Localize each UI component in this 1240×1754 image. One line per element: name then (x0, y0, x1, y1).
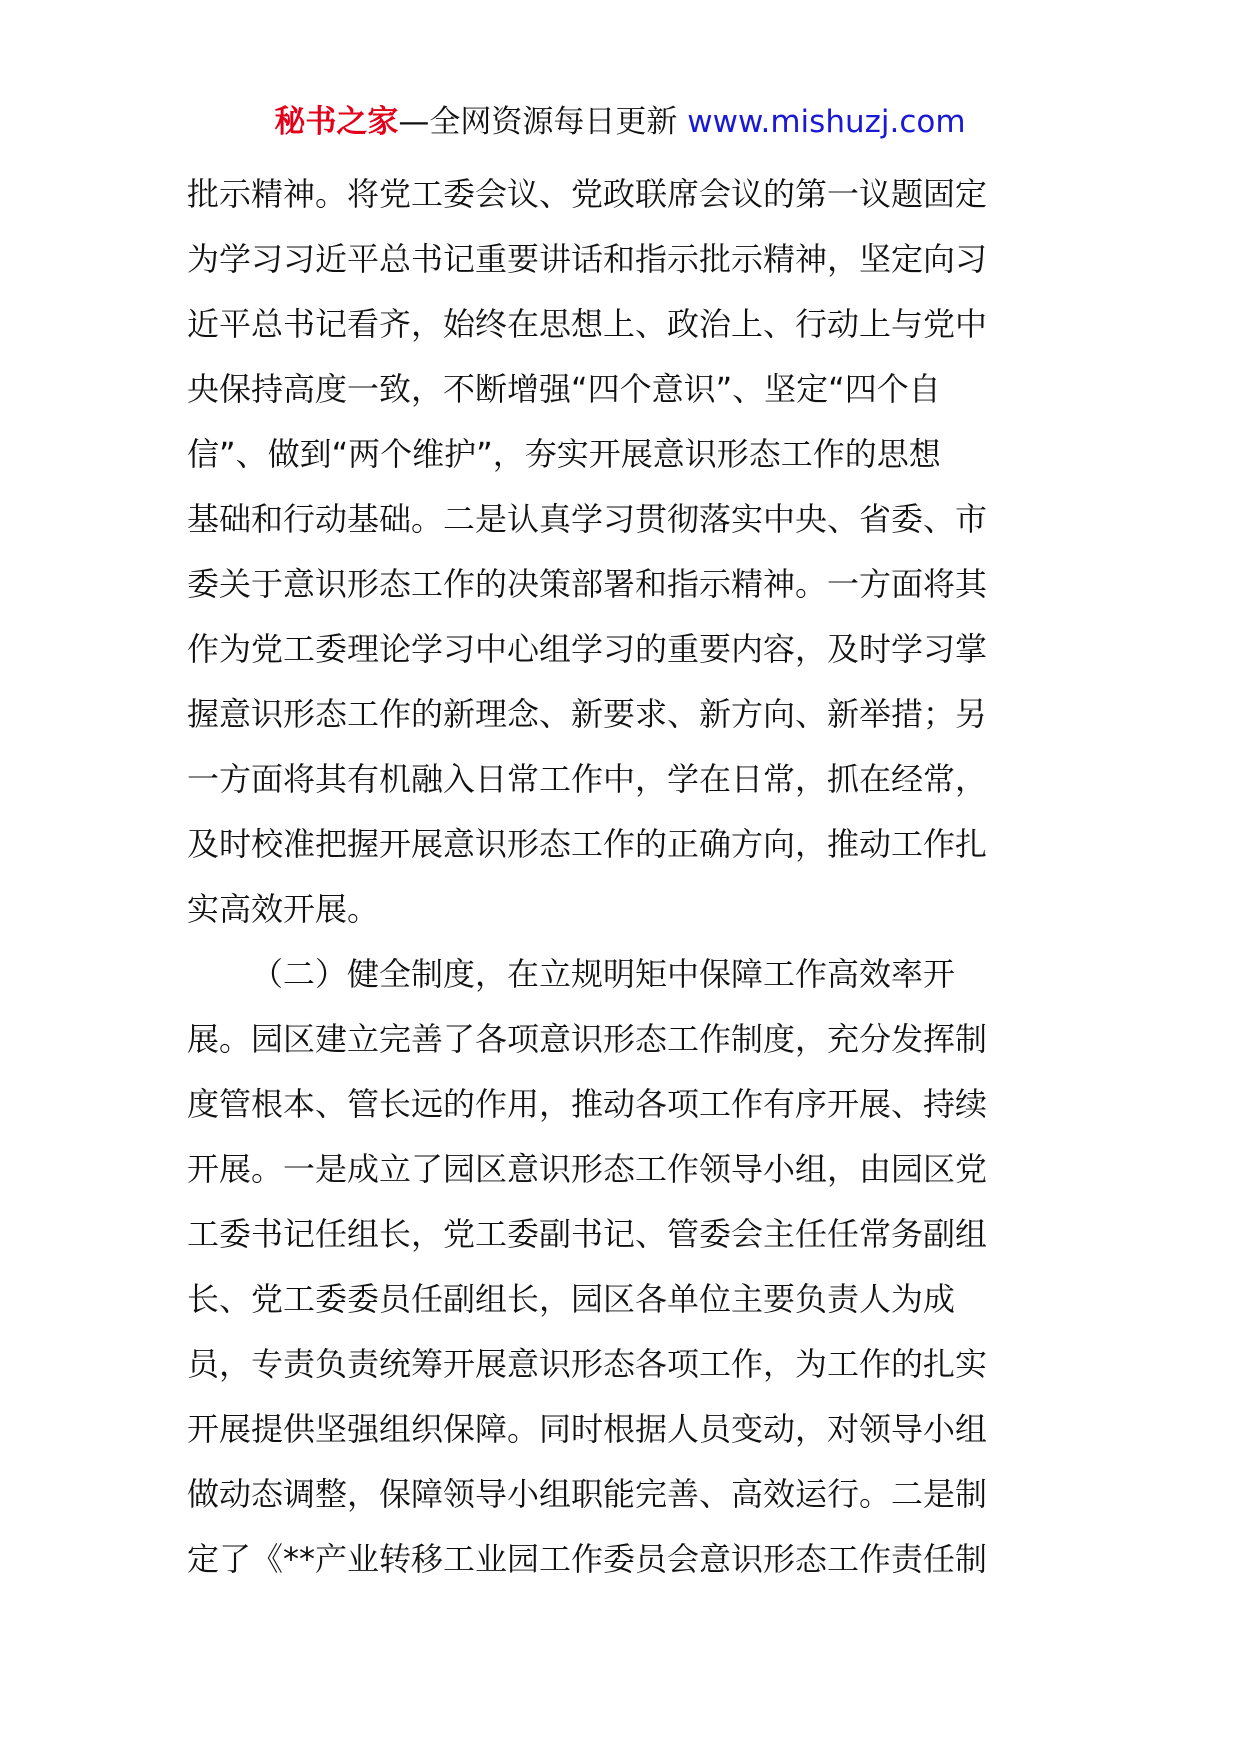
section-heading-line: （二）健全制度，在立规明矩中保障工作高效率开 (251, 955, 956, 993)
brand-name: 秘书之家 (274, 104, 399, 140)
text-line: 及时校准把握开展意识形态工作的正确方向，推动工作扎 (187, 825, 988, 863)
text-line: 定了《**产业转移工业园工作委员会意识形态工作责任制 (187, 1540, 988, 1578)
text-line: 展。园区建立完善了各项意识形态工作制度，充分发挥制 (187, 1020, 988, 1058)
text-line: 工委书记任组长，党工委副书记、管委会主任任常务副组 (187, 1215, 988, 1253)
text-line: 开展提供坚强组织保障。同时根据人员变动，对领导小组 (187, 1410, 988, 1448)
text-line: 握意识形态工作的新理念、新要求、新方向、新举措；另 (187, 695, 988, 733)
text-line: 一方面将其有机融入日常工作中，学在日常，抓在经常， (187, 760, 988, 798)
site-url[interactable]: www.mishuzj.com (687, 104, 966, 140)
site-header (0, 100, 1240, 144)
text-line: 批示精神。将党工委会议、党政联席会议的第一议题固定 (187, 175, 988, 213)
text-line: 信”、做到“两个维护”，夯实开展意识形态工作的思想 (187, 435, 941, 473)
text-line: 央保持高度一致，不断增强“四个意识”、坚定“四个自 (187, 370, 941, 408)
text-line: 实高效开展。 (187, 890, 380, 928)
text-line: 做动态调整，保障领导小组职能完善、高效运行。二是制 (187, 1475, 988, 1513)
text-line: 为学习习近平总书记重要讲话和指示批示精神，坚定向习 (187, 240, 988, 278)
text-line: 基础和行动基础。二是认真学习贯彻落实中央、省委、市 (187, 500, 988, 538)
document-body (187, 162, 1053, 1592)
text-line: 作为党工委理论学习中心组学习的重要内容，及时学习掌 (187, 630, 988, 668)
text-line: 委关于意识形态工作的决策部署和指示精神。一方面将其 (187, 565, 988, 603)
text-line: 度管根本、管长远的作用，推动各项工作有序开展、持续 (187, 1085, 988, 1123)
text-line: 近平总书记看齐，始终在思想上、政治上、行动上与党中 (187, 305, 988, 343)
text-line: 开展。一是成立了园区意识形态工作领导小组，由园区党 (187, 1150, 988, 1188)
text-line: 长、党工委委员任副组长，园区各单位主要负责人为成 (187, 1280, 956, 1318)
header-slogan: —全网资源每日更新 (398, 104, 688, 140)
text-line: 员，专责负责统筹开展意识形态各项工作，为工作的扎实 (187, 1345, 988, 1383)
